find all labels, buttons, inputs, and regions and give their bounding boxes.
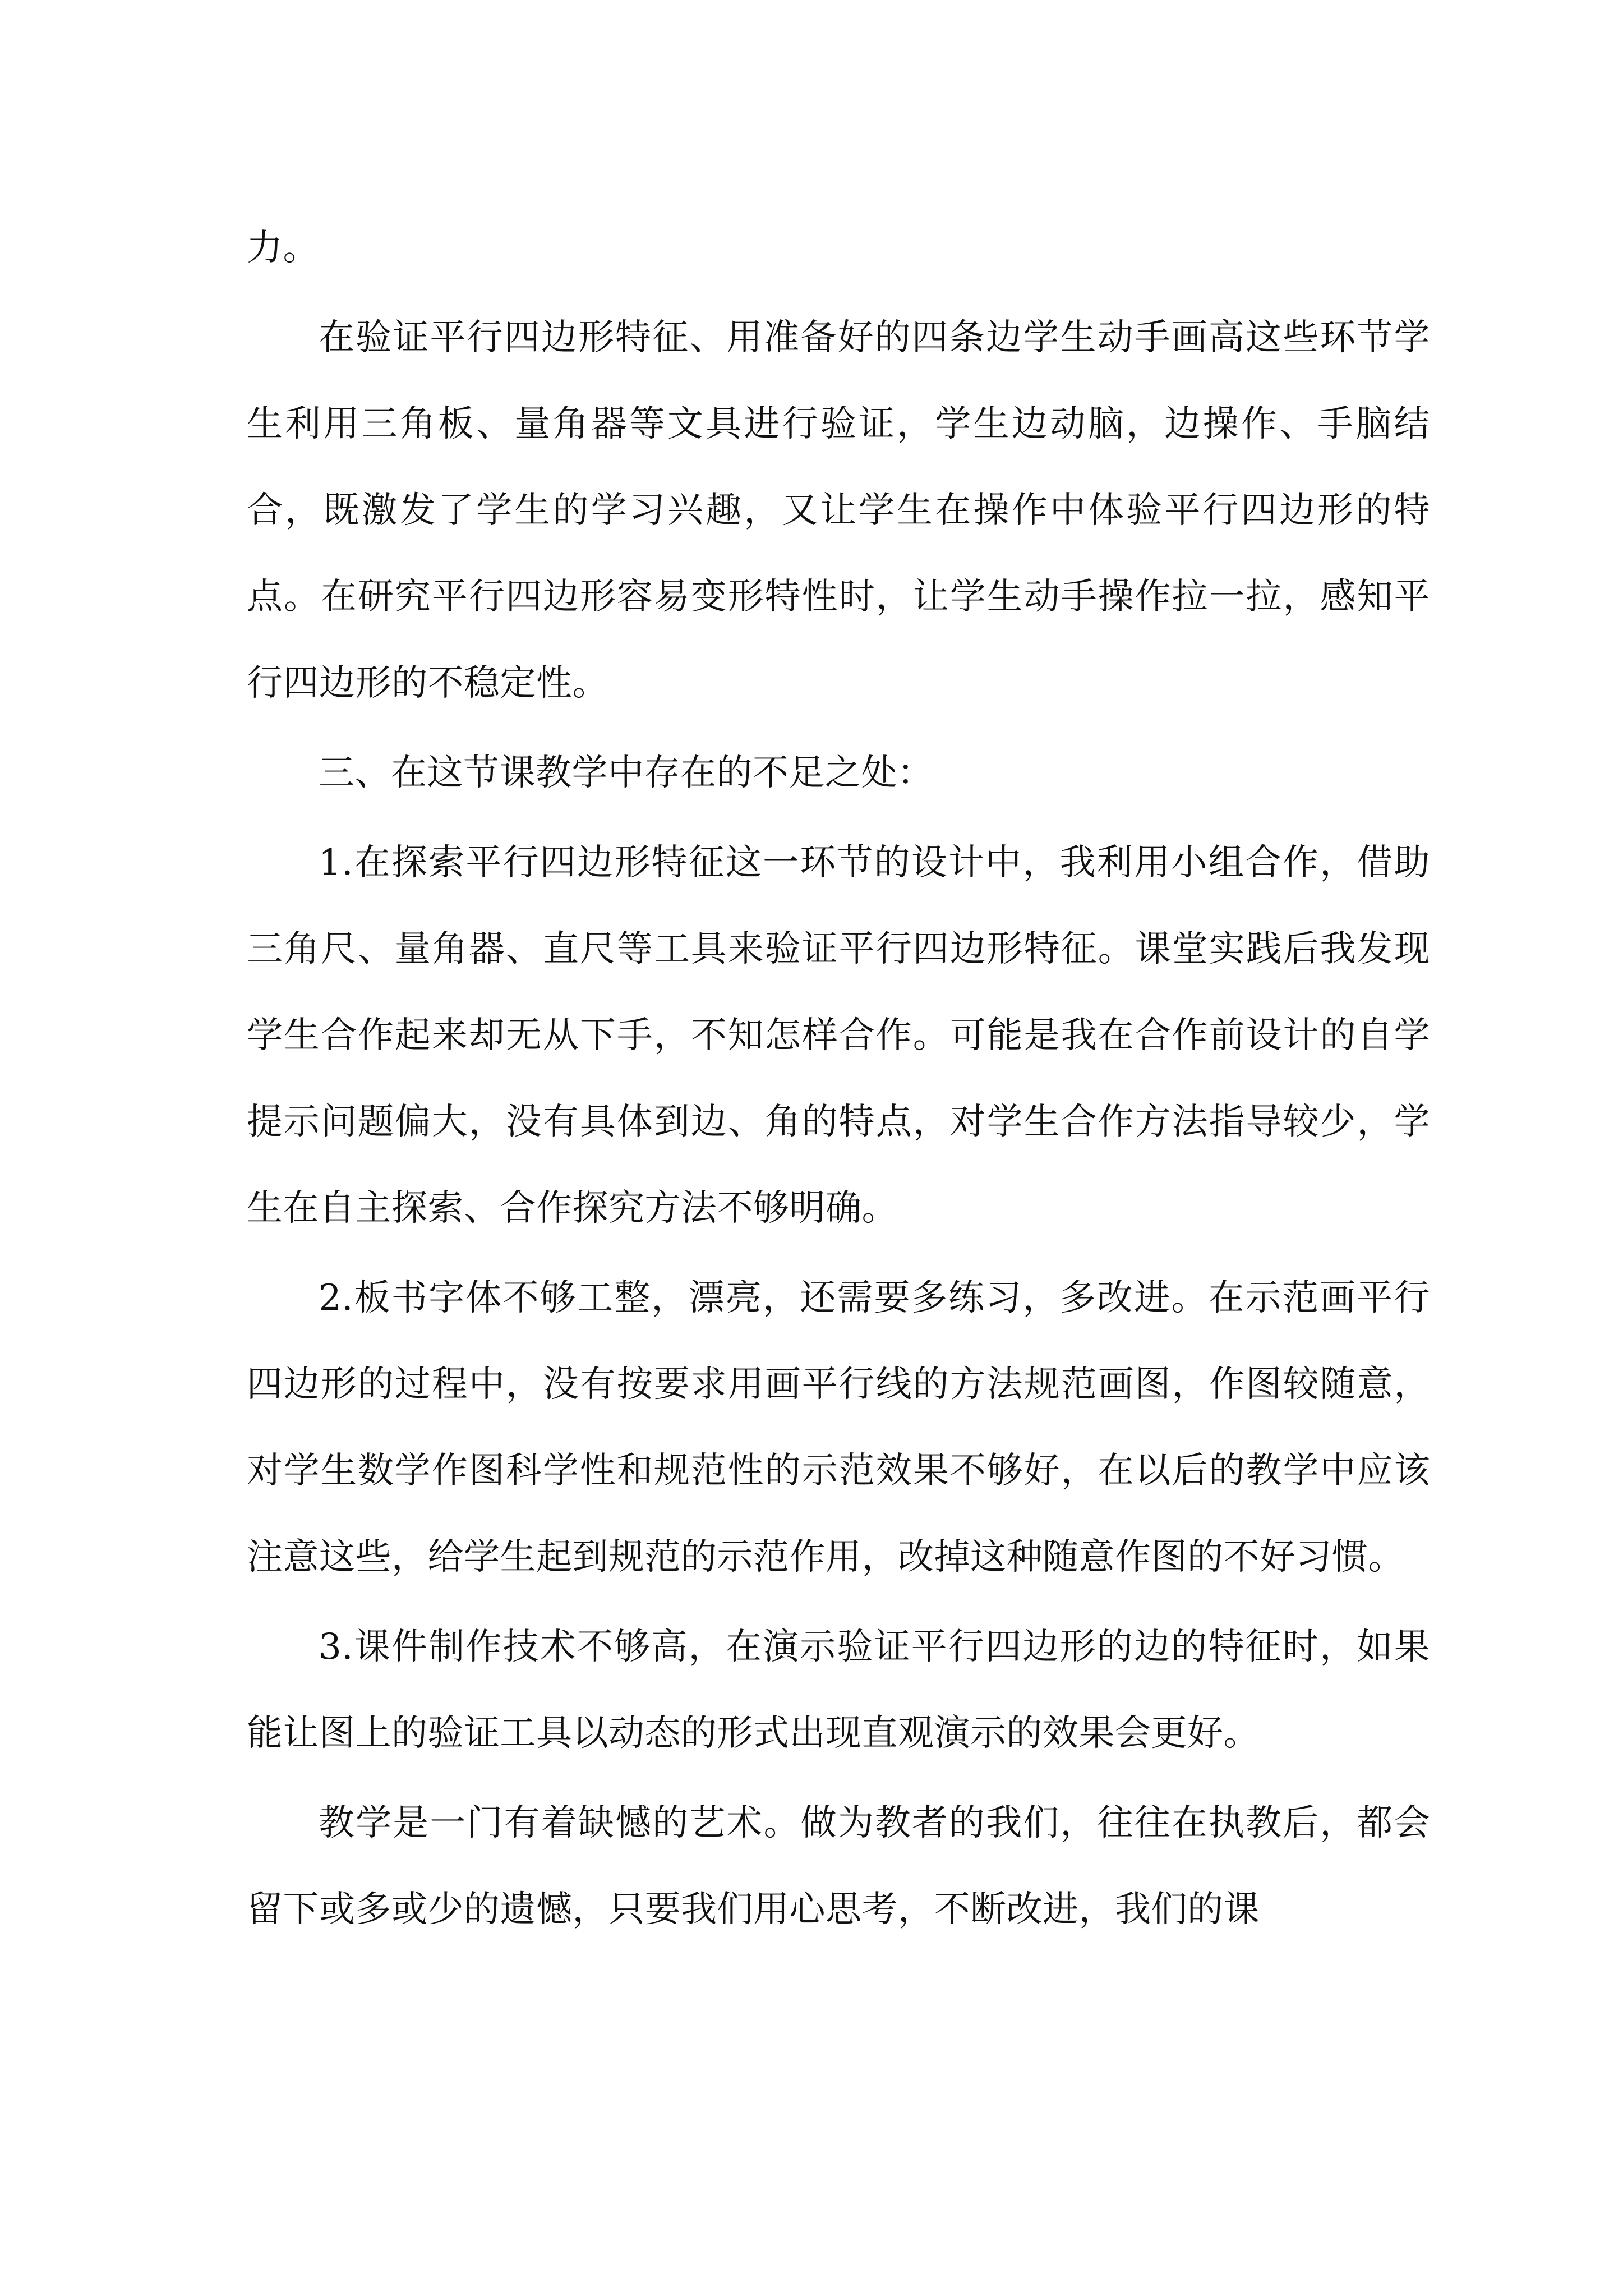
paragraph-continuation: 力。	[247, 227, 319, 269]
paragraph-conclusion: 教学是一门有着缺憾的艺术。做为教者的我们，往往在执教后，都会留下或多或少的遗憾，只要我们用心思考，不断改进，我们的课	[247, 1802, 1430, 1930]
paragraph-point-2: 2.板书字体不够工整，漂亮，还需要多练习，多改进。在示范画平行四边形的过程中，没有按要求用画平行线的方法规范画图，作图较随意，对学生数学作图科学性和规范性的示范效果不够好，在以后的教学中应该注意这些，给学生起到规范的示范作用，改掉这种随意作图的不好习惯。	[247, 1277, 1430, 1578]
section-heading-shortcomings: 三、在这节课教学中存在的不足之处：	[319, 752, 934, 794]
document-body	[247, 205, 1430, 1953]
paragraph-verification: 在验证平行四边形特征、用准备好的四条边学生动手画高这些环节学生利用三角板、量角器等文具进行验证，学生边动脑，边操作、手脑结合，既激发了学生的学习兴趣，又让学生在操作中体验平行四边形的特点。在研究平行四边形容易变形特性时，让学生动手操作拉一拉，感知平行四边形的不稳定性。	[247, 317, 1430, 704]
paragraph-point-1: 1.在探索平行四边形特征这一环节的设计中，我利用小组合作，借助三角尺、量角器、直尺等工具来验证平行四边形特征。课堂实践后我发现学生合作起来却无从下手，不知怎样合作。可能是我在合作前设计的自学提示问题偏大，没有具体到边、角的特点，对学生合作方法指导较少，学生在自主探索、合作探究方法不够明确。	[247, 842, 1430, 1229]
paragraph-point-3: 3.课件制作技术不够高，在演示验证平行四边形的边的特征时，如果能让图上的验证工具以动态的形式出现直观演示的效果会更好。	[247, 1626, 1430, 1754]
